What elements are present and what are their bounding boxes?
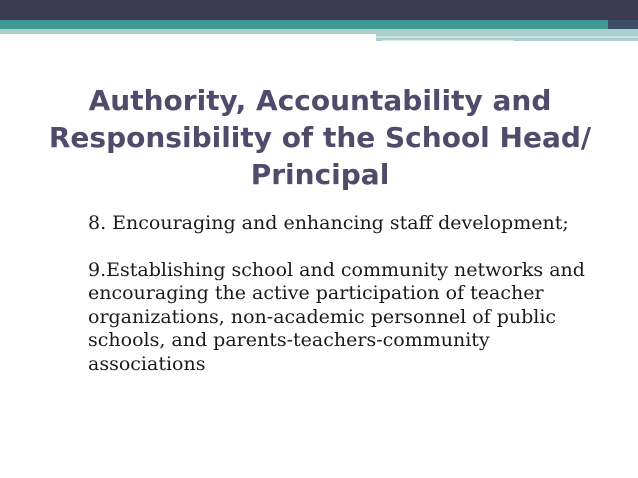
header-band-edge: [608, 20, 638, 29]
body-item-9: 9.Establishing school and community networks and encouraging the active participation of teacher organizations, non-academic personnel of public schools, and parents-teachers-community associations: [88, 258, 585, 375]
body-item-8: 8. Encouraging and enhancing staff development;: [88, 212, 569, 234]
title-line: Authority, Accountability and: [88, 84, 552, 117]
header-band-dark: [0, 0, 638, 20]
header-band-teal: [0, 20, 638, 29]
header-band-step-inner: [376, 36, 638, 38]
slide-title: [40, 82, 600, 193]
slide-body: [88, 212, 588, 399]
header-band-tick: [382, 40, 514, 41]
title-line: Principal: [250, 158, 390, 191]
title-line: Responsibility of the School Head/: [48, 121, 592, 154]
